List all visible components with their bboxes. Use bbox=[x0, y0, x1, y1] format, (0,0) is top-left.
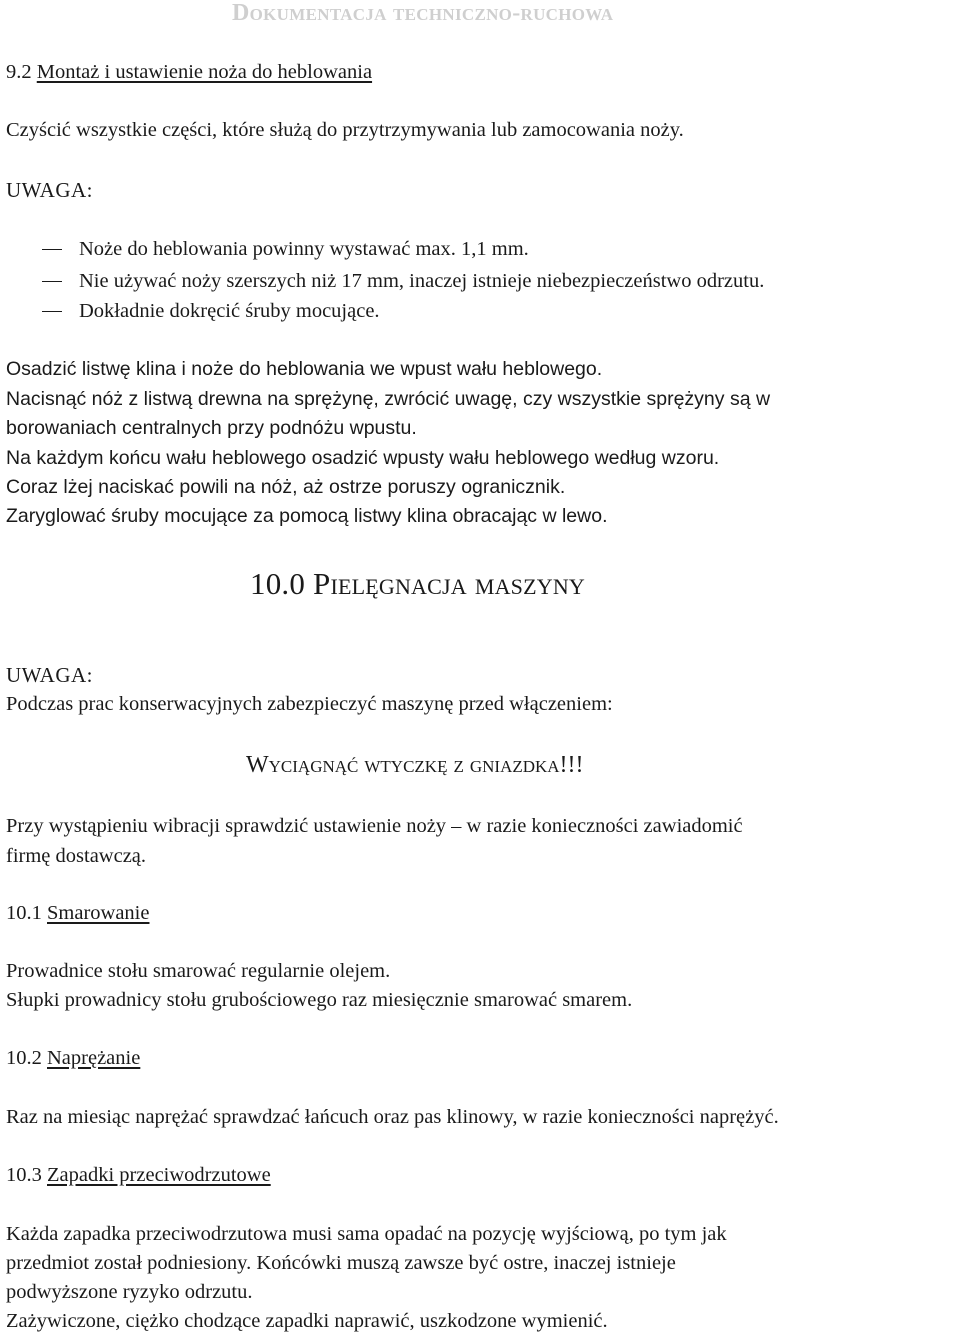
warning-label: UWAGA: bbox=[6, 178, 93, 202]
document-header: Dokumentacja techniczno-ruchowa bbox=[232, 0, 614, 26]
dash-bullet-icon bbox=[42, 281, 62, 283]
warning-label: UWAGA: bbox=[6, 663, 93, 687]
paragraph-pawls-line: podwyższone ryzyko odrzutu. bbox=[6, 1281, 253, 1303]
section-title: Naprężanie bbox=[47, 1047, 141, 1069]
section-10-heading: 10.0 Pielęgnacja maszyny bbox=[250, 566, 586, 601]
step-line: borowaniach centralnych przy podnóżu wpustu. bbox=[6, 417, 417, 439]
section-10-1-heading bbox=[6, 899, 149, 928]
section-10-3-heading bbox=[6, 1161, 271, 1190]
section-number: 10.1 bbox=[6, 902, 42, 924]
paragraph-pawls-line: Każda zapadka przeciwodrzutowa musi sama opadać na pozycję wyjściową, po tym jak bbox=[6, 1223, 727, 1245]
list-item bbox=[42, 267, 764, 296]
section-number: 10.2 bbox=[6, 1047, 42, 1069]
section-10-2-heading bbox=[6, 1044, 140, 1073]
dash-bullet-icon bbox=[42, 249, 62, 251]
paragraph-lubrication-line: Prowadnice stołu smarować regularnie olejem. bbox=[6, 960, 391, 982]
dash-bullet-icon bbox=[42, 311, 62, 313]
section-number: 9.2 bbox=[6, 61, 32, 83]
unplug-warning: Wyciągnąć wtyczkę z gniazdka!!! bbox=[246, 752, 584, 778]
paragraph-pawls-line: Zażywiczone, ciężko chodzące zapadki naprawić, uszkodzone wymienić. bbox=[6, 1310, 608, 1332]
list-item bbox=[42, 297, 380, 326]
paragraph-pawls-line: przedmiot został podniesiony. Końcówki muszą zawsze być ostre, inaczej istnieje bbox=[6, 1252, 676, 1274]
list-item-text: Noże do heblowania powinny wystawać max. 1,1 mm. bbox=[79, 238, 529, 260]
paragraph-cleaning: Czyścić wszystkie części, które służą do przytrzymywania lub zamocowania noży. bbox=[6, 119, 684, 141]
step-line: Coraz lżej naciskać powili na nóż, aż ostrze poruszy ogranicznik. bbox=[6, 476, 566, 498]
section-number: 10.3 bbox=[6, 1164, 42, 1186]
paragraph-lubrication-line: Słupki prowadnicy stołu grubościowego raz miesięcznie smarować smarem. bbox=[6, 989, 633, 1011]
paragraph-tension: Raz na miesiąc naprężać sprawdzać łańcuch oraz pas klinowy, w razie konieczności naprężyć. bbox=[6, 1106, 779, 1128]
list-item-text: Dokładnie dokręcić śruby mocujące. bbox=[79, 300, 380, 322]
section-title: Smarowanie bbox=[47, 902, 150, 924]
section-title: Zapadki przeciwodrzutowe bbox=[47, 1164, 271, 1186]
section-9-2-heading bbox=[6, 58, 372, 87]
section-title: Montaż i ustawienie noża do heblowania bbox=[36, 61, 373, 83]
step-line: Na każdym końcu wału heblowego osadzić wpusty wału heblowego według wzoru. bbox=[6, 447, 720, 469]
step-line: Osadzić listwę klina i noże do heblowania we wpust wału heblowego. bbox=[6, 358, 603, 380]
list-item-text: Nie używać noży szerszych niż 17 mm, inaczej istnieje niebezpieczeństwo odrzutu. bbox=[79, 270, 765, 292]
step-line: Zaryglować śruby mocujące za pomocą listwy klina obracając w lewo. bbox=[6, 505, 608, 527]
step-line: Nacisnąć nóż z listwą drewna na sprężynę, zwrócić uwagę, czy wszystkie sprężyny są w bbox=[6, 388, 771, 410]
list-item bbox=[42, 235, 529, 264]
paragraph-maintenance: Podczas prac konserwacyjnych zabezpieczyć maszynę przed włączeniem: bbox=[6, 693, 613, 715]
paragraph-vibration-line: firmę dostawczą. bbox=[6, 845, 147, 867]
paragraph-vibration-line: Przy wystąpieniu wibracji sprawdzić ustawienie noży – w razie konieczności zawiadomić bbox=[6, 815, 743, 837]
